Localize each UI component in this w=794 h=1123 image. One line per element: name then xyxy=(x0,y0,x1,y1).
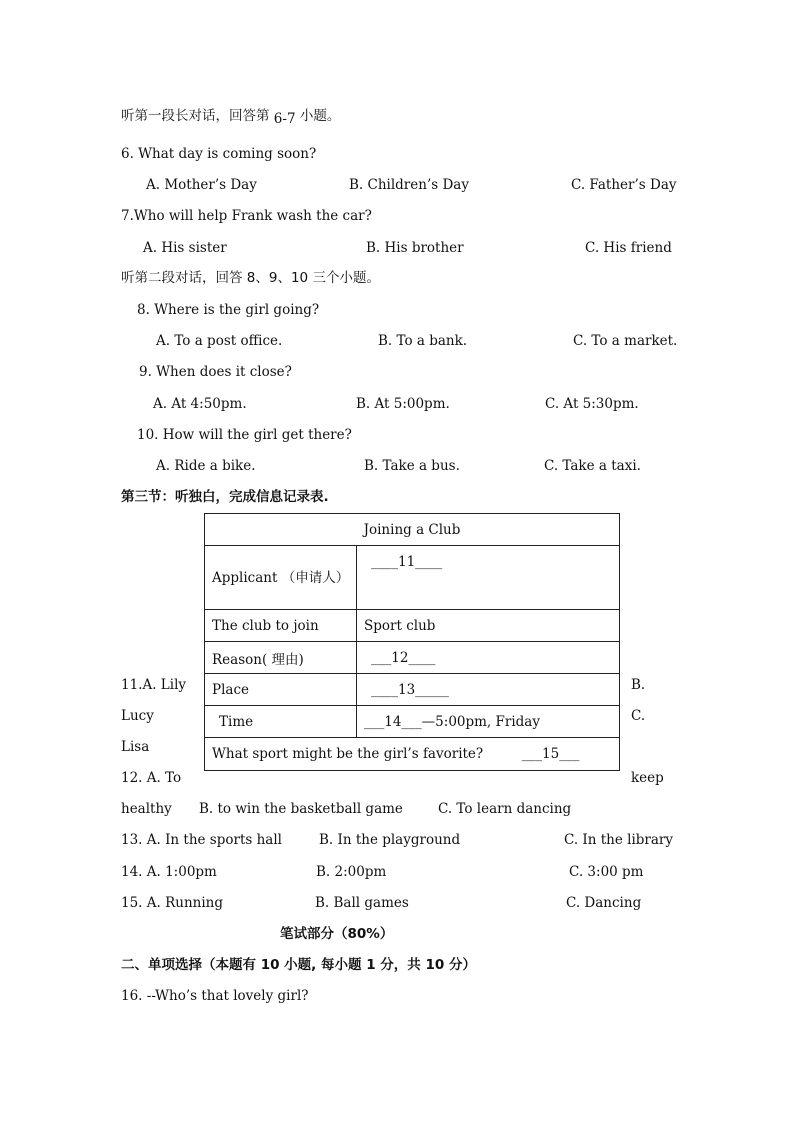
question-13-option-a: 13. A. In the sports hall xyxy=(121,832,282,848)
row-place-value: ____13_____ xyxy=(357,674,620,706)
question-12-option-a-part2: keep xyxy=(631,770,664,786)
question-7-stem: 7.Who will help Frank wash the car? xyxy=(121,208,372,224)
section1-intro xyxy=(121,107,340,125)
row-applicant-value: ____11____ xyxy=(357,546,620,610)
question-14-option-b: B. 2:00pm xyxy=(316,864,387,880)
question-11-option-c-text: Lisa xyxy=(121,739,150,755)
question-8-option-a: A. To a post office. xyxy=(156,333,283,349)
question-14-option-a: 14. A. 1:00pm xyxy=(121,864,217,880)
row-favorite-question: What sport might be the girl’s favorite? xyxy=(212,746,484,762)
question-6-option-a: A. Mother’s Day xyxy=(146,177,257,193)
question-15-option-b: B. Ball games xyxy=(315,895,409,911)
question-7-option-a: A. His sister xyxy=(143,240,227,256)
question-12-option-c: C. To learn dancing xyxy=(438,801,572,817)
question-12-option-b: B. to win the basketball game xyxy=(199,801,403,817)
question-12-option-a-part1: 12. A. To xyxy=(121,770,182,786)
row-applicant-label: Applicant （申请人） xyxy=(205,546,357,610)
question-12-option-a-part3: healthy xyxy=(121,801,172,817)
question-15-option-a: 15. A. Running xyxy=(121,895,223,911)
section2-intro: 听第二段对话，回答 8、9、10 三个小题。 xyxy=(121,270,380,286)
table-title: Joining a Club xyxy=(205,514,620,546)
row-time-value: ___14___—5:00pm, Friday xyxy=(357,706,620,738)
question-8-stem: 8. Where is the girl going? xyxy=(137,302,320,318)
question-14-option-c: C. 3:00 pm xyxy=(569,864,644,880)
section1-intro-text: 听第一段长对话，回答第 xyxy=(121,108,270,124)
question-11-option-b-text: Lucy xyxy=(121,708,154,724)
section3-title: 第三节：听独白，完成信息记录表. xyxy=(121,489,329,505)
row-club-label: The club to join xyxy=(205,610,357,642)
part2-title: 二、单项选择（本题有 10 小题, 每小题 1 分，共 10 分） xyxy=(121,957,476,973)
question-10-option-c: C. Take a taxi. xyxy=(544,458,641,474)
club-info-table xyxy=(204,513,620,771)
row-favorite xyxy=(205,738,620,771)
question-9-option-a: A. At 4:50pm. xyxy=(153,396,247,412)
question-9-option-b: B. At 5:00pm. xyxy=(356,396,450,412)
question-11-option-c-label: C. xyxy=(631,708,646,724)
question-10-option-b: B. Take a bus. xyxy=(364,458,460,474)
question-15-option-c: C. Dancing xyxy=(566,895,642,911)
question-9-option-c: C. At 5:30pm. xyxy=(545,396,639,412)
row-favorite-blank: ___15___ xyxy=(521,746,580,762)
question-8-option-c: C. To a market. xyxy=(573,333,678,349)
question-6-option-c: C. Father’s Day xyxy=(571,177,677,193)
question-13-option-b: B. In the playground xyxy=(319,832,461,848)
question-13-option-c: C. In the library xyxy=(564,832,674,848)
question-6-stem: 6. What day is coming soon? xyxy=(121,146,317,162)
section1-range: 6-7 xyxy=(273,111,296,127)
row-time-label: Time xyxy=(205,706,357,738)
row-reason-value: ___12____ xyxy=(357,642,620,674)
question-11-option-a: 11.A. Lily xyxy=(121,677,187,693)
question-8-option-b: B. To a bank. xyxy=(378,333,468,349)
section1-suffix: 小题。 xyxy=(299,108,341,124)
question-10-stem: 10. How will the girl get there? xyxy=(137,427,352,443)
question-11-option-b-label: B. xyxy=(631,677,646,693)
written-part-title: 笔试部分（80%） xyxy=(280,926,394,942)
row-club-value: Sport club xyxy=(357,610,620,642)
question-6-option-b: B. Children’s Day xyxy=(349,177,469,193)
question-9-stem: 9. When does it close? xyxy=(139,364,292,380)
row-reason-label: Reason( 理由) xyxy=(205,642,357,674)
question-16-stem: 16. --Who’s that lovely girl? xyxy=(121,988,309,1004)
question-7-option-b: B. His brother xyxy=(366,240,464,256)
question-7-option-c: C. His friend xyxy=(585,240,672,256)
question-10-option-a: A. Ride a bike. xyxy=(156,458,256,474)
row-place-label: Place xyxy=(205,674,357,706)
